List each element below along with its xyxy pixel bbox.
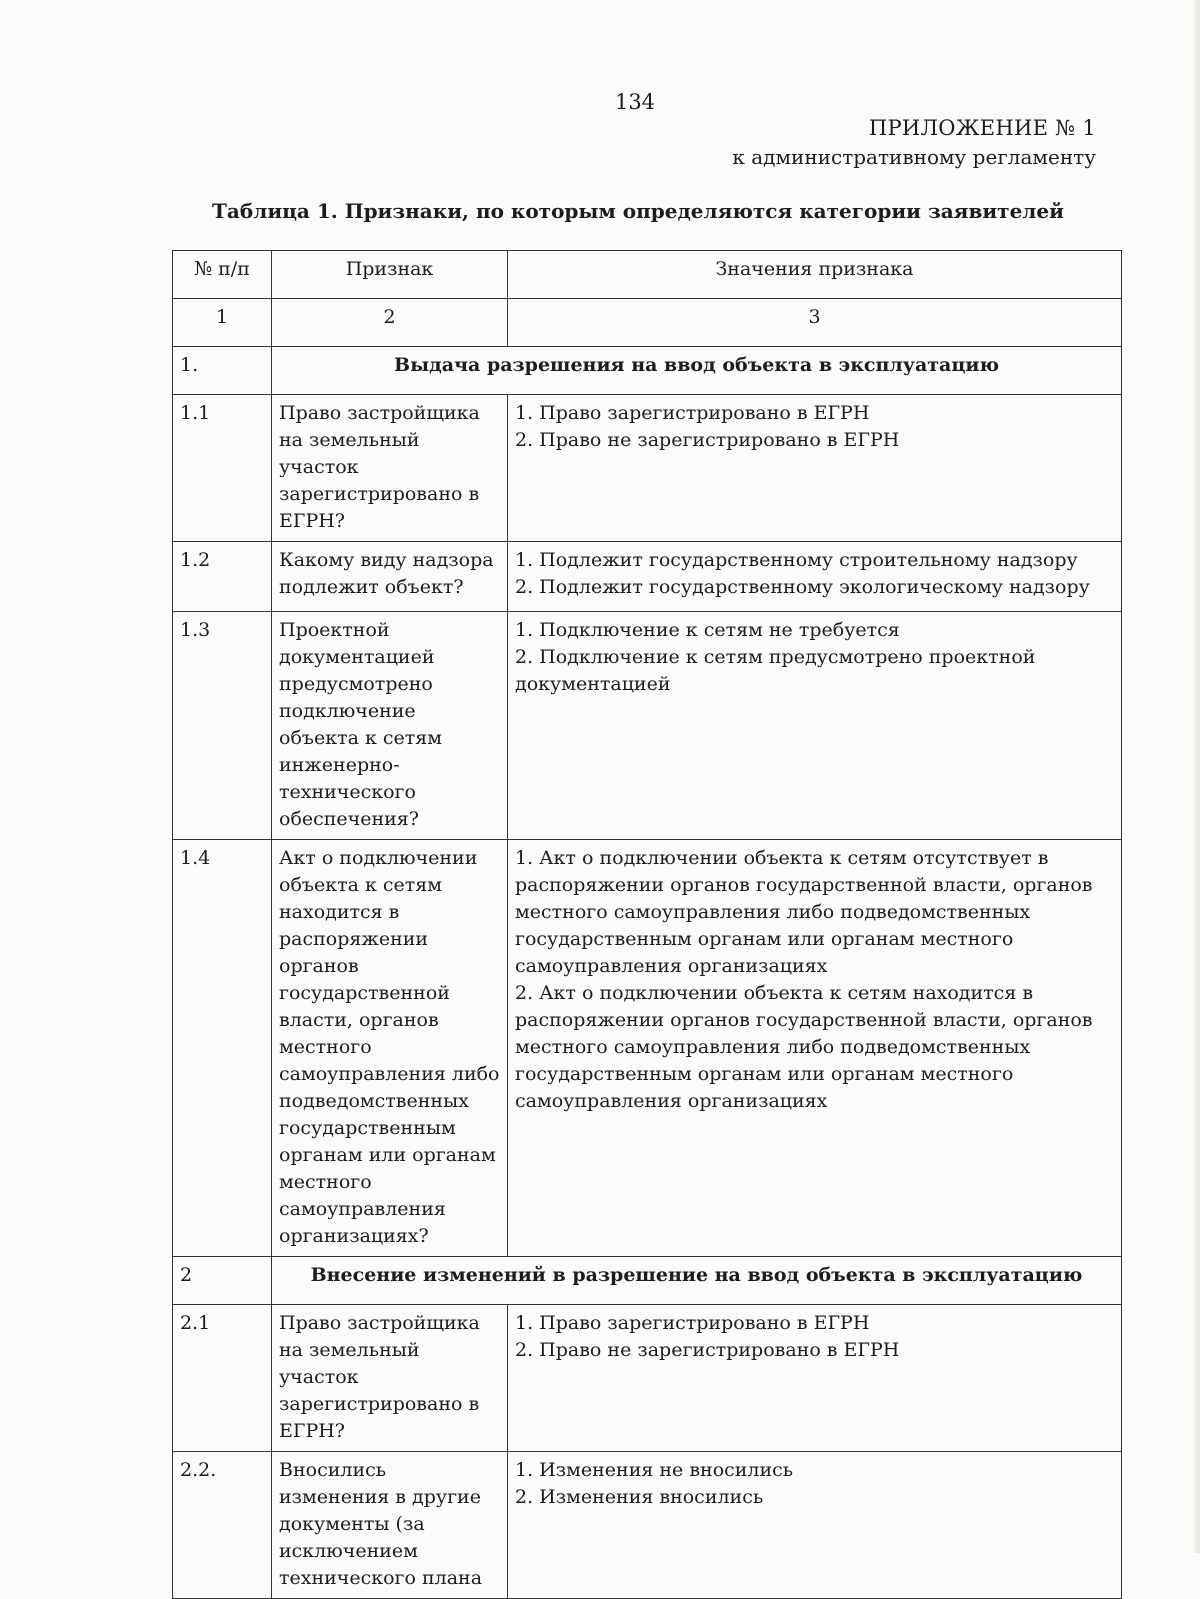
- appendix-subtitle: к административному регламенту: [732, 145, 1096, 169]
- header-cell-sign: Признак: [272, 251, 508, 299]
- row-number: 1.3: [173, 612, 272, 840]
- row-number: 1.1: [173, 395, 272, 542]
- row-sign: Акт о подключении объекта к сетям находится в распоряжении органов государственной власти, органов местного самоуправления либо подведомственных государственным органам или органам местного самоуправления организациях?: [272, 840, 508, 1257]
- section-title: Внесение изменений в разрешение на ввод объекта в эксплуатацию: [272, 1257, 1122, 1305]
- column-number-row: [173, 299, 1122, 347]
- section-number: 2: [173, 1257, 272, 1305]
- row-number: 1.2: [173, 542, 272, 612]
- page-number: 134: [614, 90, 656, 114]
- scan-edge: [1194, 0, 1200, 1553]
- header-cell-values: Значения признака: [508, 251, 1122, 299]
- row-values: 1. Акт о подключении объекта к сетям отсутствует в распоряжении органов государственной власти, органов местного самоуправления либо подведомственных государственным органам или органам местного самоуправления организациях 2. Акт о подключении объекта к сетям находится в распоряжении органов государственной власти, органов местного самоуправления либо подведомственных государственным органам или органам местного самоуправления организациях: [508, 840, 1122, 1257]
- table-row: [173, 542, 1122, 612]
- row-values: 1. Право зарегистрировано в ЕГРН 2. Право не зарегистрировано в ЕГРН: [508, 395, 1122, 542]
- appendix-title: ПРИЛОЖЕНИЕ № 1: [868, 116, 1096, 140]
- row-values: 1. Право зарегистрировано в ЕГРН 2. Право не зарегистрировано в ЕГРН: [508, 1305, 1122, 1452]
- column-number-3: 3: [508, 299, 1122, 347]
- row-sign: Какому виду надзора подлежит объект?: [272, 542, 508, 612]
- section-number: 1.: [173, 347, 272, 395]
- table-row: [173, 1452, 1122, 1599]
- row-sign: Вносились изменения в другие документы (за исключением технического плана: [272, 1452, 508, 1599]
- table-header-row: [173, 251, 1122, 299]
- column-number-1: 1: [173, 299, 272, 347]
- row-values: 1. Подключение к сетям не требуется 2. Подключение к сетям предусмотрено проектной документацией: [508, 612, 1122, 840]
- table-row: [173, 1305, 1122, 1452]
- column-number-2: 2: [272, 299, 508, 347]
- table-caption: [0, 199, 1200, 223]
- table-row: [173, 840, 1122, 1257]
- row-values: 1. Подлежит государственному строительному надзору 2. Подлежит государственному экологическому надзору: [508, 542, 1122, 612]
- row-number: 2.2.: [173, 1452, 272, 1599]
- row-number: 1.4: [173, 840, 272, 1257]
- section-row-1: [173, 347, 1122, 395]
- row-values: 1. Изменения не вносились 2. Изменения вносились: [508, 1452, 1122, 1599]
- row-sign: Право застройщика на земельный участок зарегистрировано в ЕГРН?: [272, 395, 508, 542]
- row-sign: Проектной документацией предусмотрено подключение объекта к сетям инженерно-технического обеспечения?: [272, 612, 508, 840]
- table-row: [173, 395, 1122, 542]
- section-title: Выдача разрешения на ввод объекта в эксплуатацию: [272, 347, 1122, 395]
- row-number: 2.1: [173, 1305, 272, 1452]
- header-cell-number: № п/п: [173, 251, 272, 299]
- section-row-2: [173, 1257, 1122, 1305]
- row-sign: Право застройщика на земельный участок зарегистрировано в ЕГРН?: [272, 1305, 508, 1452]
- table-caption-text: Таблица 1. Признаки, по которым определяются категории заявителей: [212, 199, 1064, 223]
- criteria-table: [172, 250, 1122, 1599]
- table-row: [173, 612, 1122, 840]
